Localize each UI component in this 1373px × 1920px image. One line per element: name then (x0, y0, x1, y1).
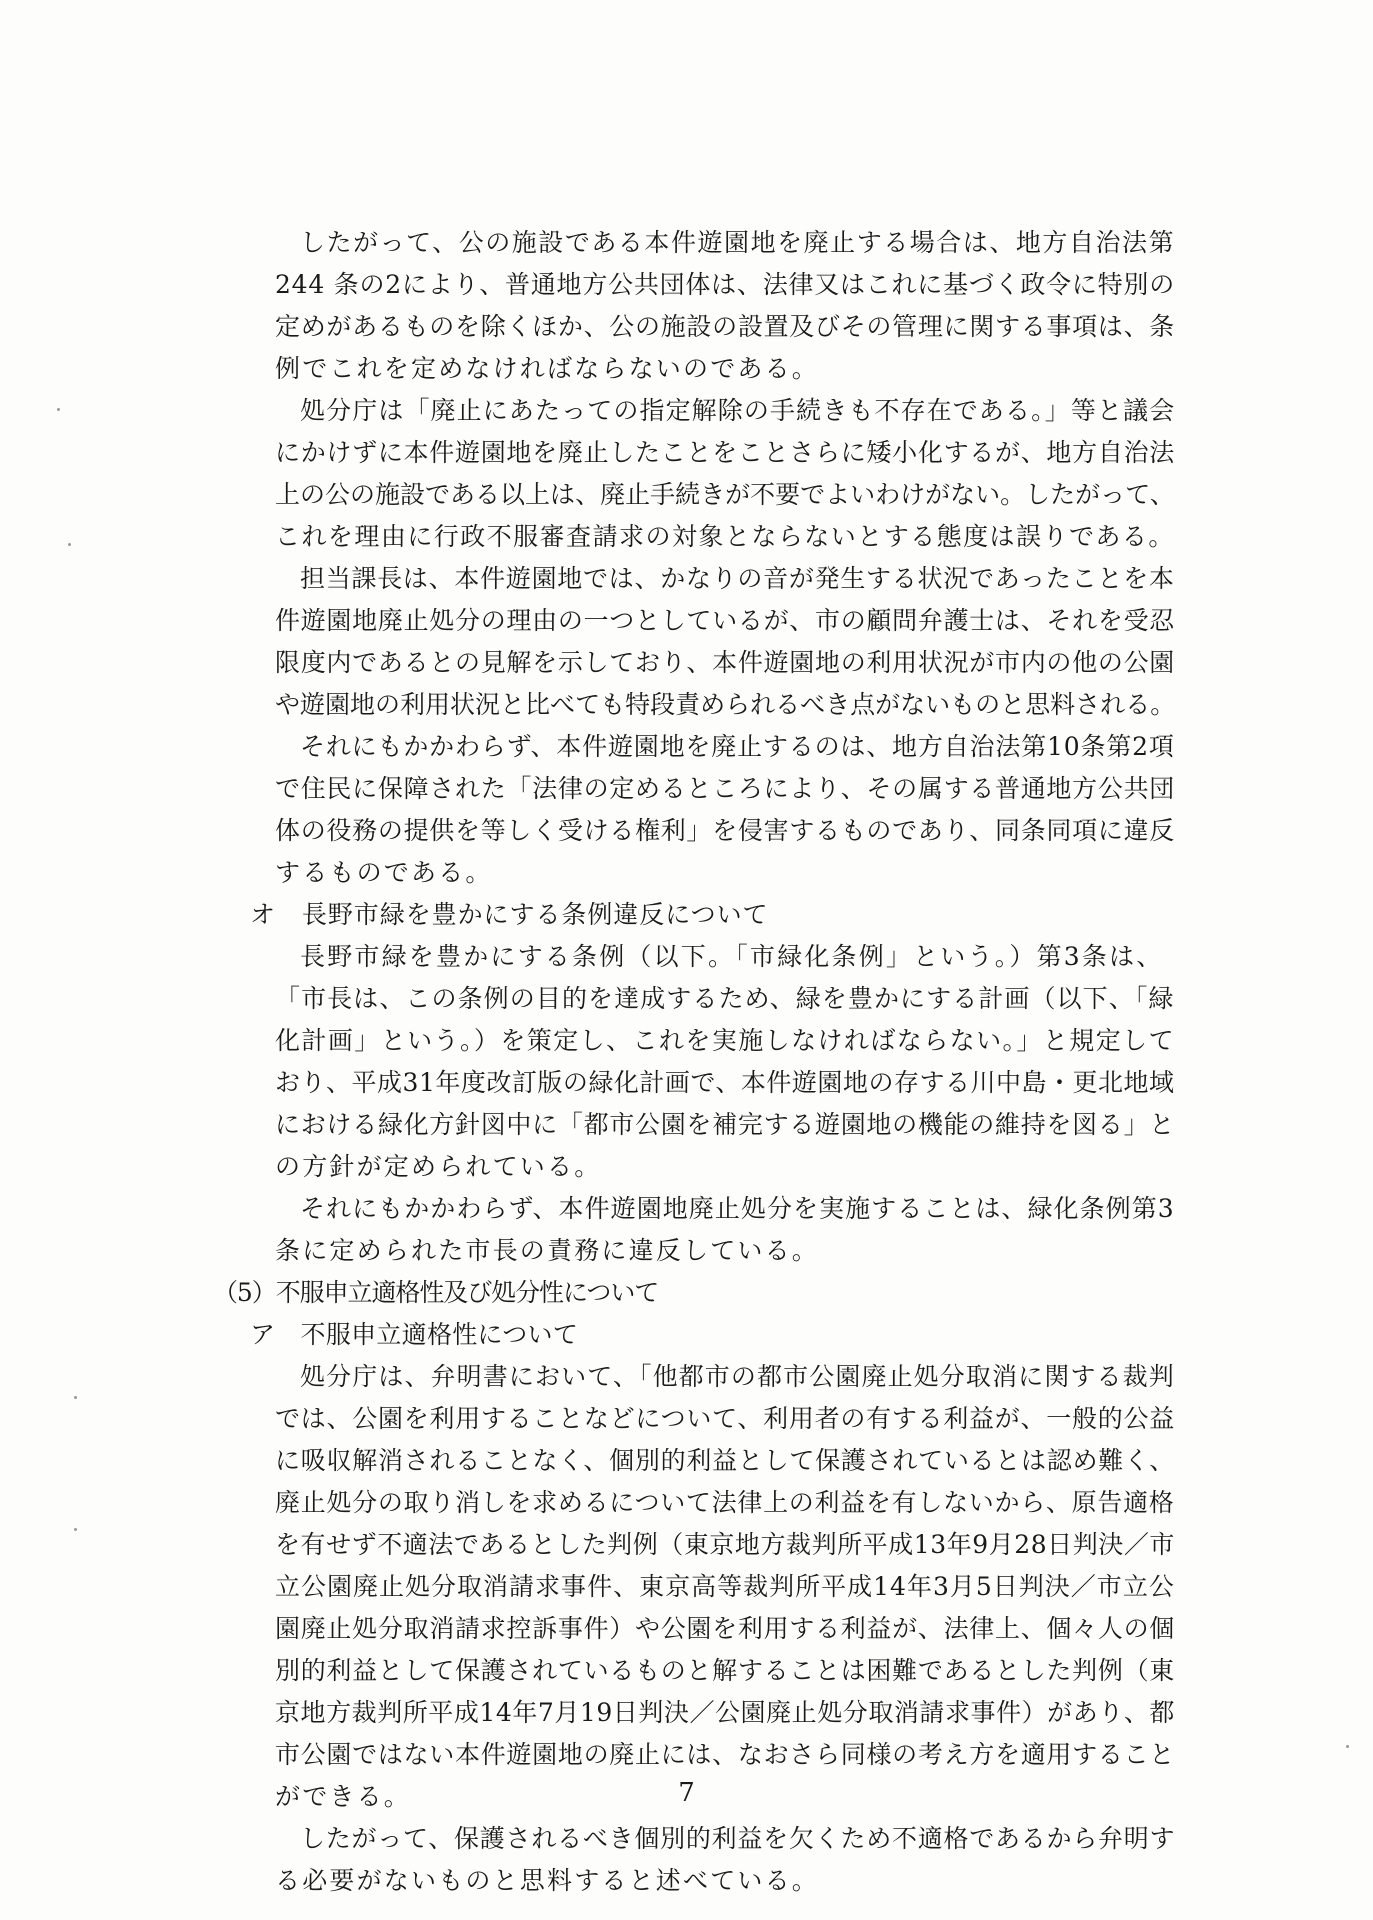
scan-speck (57, 408, 60, 411)
text-line: に吸収解消されることなく、個別的利益として保護されているとは認め難く、 (275, 1446, 1176, 1475)
text-line: 処分庁は、弁明書において、「他都市の都市公園廃止処分取消に関する裁判 (300, 1362, 1175, 1391)
text-line: で住民に保障された「法律の定めるところにより、その属する普通地方公共団 (275, 774, 1176, 803)
text-line: 244 条の2により、普通地方公共団体は、法律又はこれに基づく政令に特別の (275, 270, 1175, 299)
text-line: 体の役務の提供を等しく受ける権利」を侵害するものであり、同条同項に違反 (275, 816, 1176, 845)
text-line: 廃止処分の取り消しを求めるについて法律上の利益を有しないから、原告適格 (275, 1488, 1175, 1517)
text-line: や遊園地の利用状況と比べても特段責められるべき点がないものと思料される。 (275, 690, 1176, 719)
text-line: 処分庁は「廃止にあたっての指定解除の手続きも不存在である。」等と議会 (300, 396, 1176, 425)
text-line: 条に定められた市長の責務に違反している。 (275, 1236, 820, 1265)
text-line: ができる。 (275, 1782, 412, 1811)
scan-speck (1346, 1745, 1349, 1748)
text-line: る必要がないものと思料すると述べている。 (275, 1866, 820, 1895)
text-line: おり、平成31年度改訂版の緑化計画で、本件遊園地の存する川中島・更北地域 (275, 1068, 1175, 1097)
text-line: したがって、保護されるべき個別的利益を欠くため不適格であるから弁明す (300, 1824, 1176, 1853)
text-line: 限度内であるとの見解を示しており、本件遊園地の利用状況が市内の他の公園 (275, 648, 1176, 677)
text-line: 「市長は、この条例の目的を達成するため、緑を豊かにする計画（以下、「緑 (275, 984, 1175, 1013)
text-line: 園廃止処分取消請求控訴事件）や公園を利用する利益が、法律上、個々人の個 (275, 1614, 1176, 1643)
text-line: では、公園を利用することなどについて、利用者の有する利益が、一般的公益 (275, 1404, 1176, 1433)
text-line: これを理由に行政不服審査請求の対象とならないとする態度は誤りである。 (275, 522, 1175, 551)
text-line: するものである。 (275, 858, 493, 887)
text-line: ア 不服申立適格性について (250, 1320, 579, 1349)
text-line: 上の公の施設である以上は、廃止手続きが不要でよいわけがない。したがって、 (275, 480, 1175, 509)
text-line: 市公園ではない本件遊園地の廃止には、なおさら同様の考え方を適用すること (275, 1740, 1176, 1769)
text-line: にかけずに本件遊園地を廃止したことをことさらに矮小化するが、地方自治法 (275, 438, 1176, 467)
text-line: それにもかかわらず、本件遊園地廃止処分を実施することは、緑化条例第3 (300, 1194, 1175, 1223)
text-line: オ 長野市緑を豊かにする条例違反について (250, 900, 769, 929)
page-number: 7 (678, 1778, 695, 1808)
text-line: 長野市緑を豊かにする条例（以下。「市緑化条例」という。）第3条は、 (300, 942, 1164, 971)
scan-speck (74, 1528, 77, 1531)
text-line: における緑化方針図中に「都市公園を補完する遊園地の機能の維持を図る」と (275, 1110, 1176, 1139)
text-line: 定めがあるものを除くほか、公の施設の設置及びその管理に関する事項は、条 (275, 312, 1176, 341)
scan-speck (68, 543, 71, 546)
text-line: 件遊園地廃止処分の理由の一つとしているが、市の顧問弁護士は、それを受忍 (275, 606, 1176, 635)
text-line: したがって、公の施設である本件遊園地を廃止する場合は、地方自治法第 (300, 228, 1176, 257)
text-line: 立公園廃止処分取消請求事件、東京高等裁判所平成14年3月5日判決／市立公 (275, 1572, 1175, 1601)
text-line: 別的利益として保護されているものと解することは困難であるとした判例（東 (275, 1656, 1176, 1685)
text-line: の方針が定められている。 (275, 1152, 602, 1181)
text-line: 例でこれを定めなければならないのである。 (275, 354, 820, 383)
body-text (213, 222, 1176, 1902)
text-line: （5）不服申立適格性及び処分性について (213, 1278, 659, 1307)
text-line: 担当課長は、本件遊園地では、かなりの音が発生する状況であったことを本 (300, 564, 1175, 593)
text-line: 京地方裁判所平成14年7月19日判決／公園廃止処分取消請求事件）があり、都 (275, 1698, 1175, 1727)
scan-speck (74, 1396, 77, 1399)
text-line: それにもかかわらず、本件遊園地を廃止するのは、地方自治法第10条第2項 (300, 732, 1175, 761)
text-line: を有せず不適法であるとした判例（東京地方裁判所平成13年9月28日判決／市 (275, 1530, 1175, 1559)
text-line: 化計画」という。）を策定し、これを実施しなければならない。」と規定して (275, 1026, 1176, 1055)
